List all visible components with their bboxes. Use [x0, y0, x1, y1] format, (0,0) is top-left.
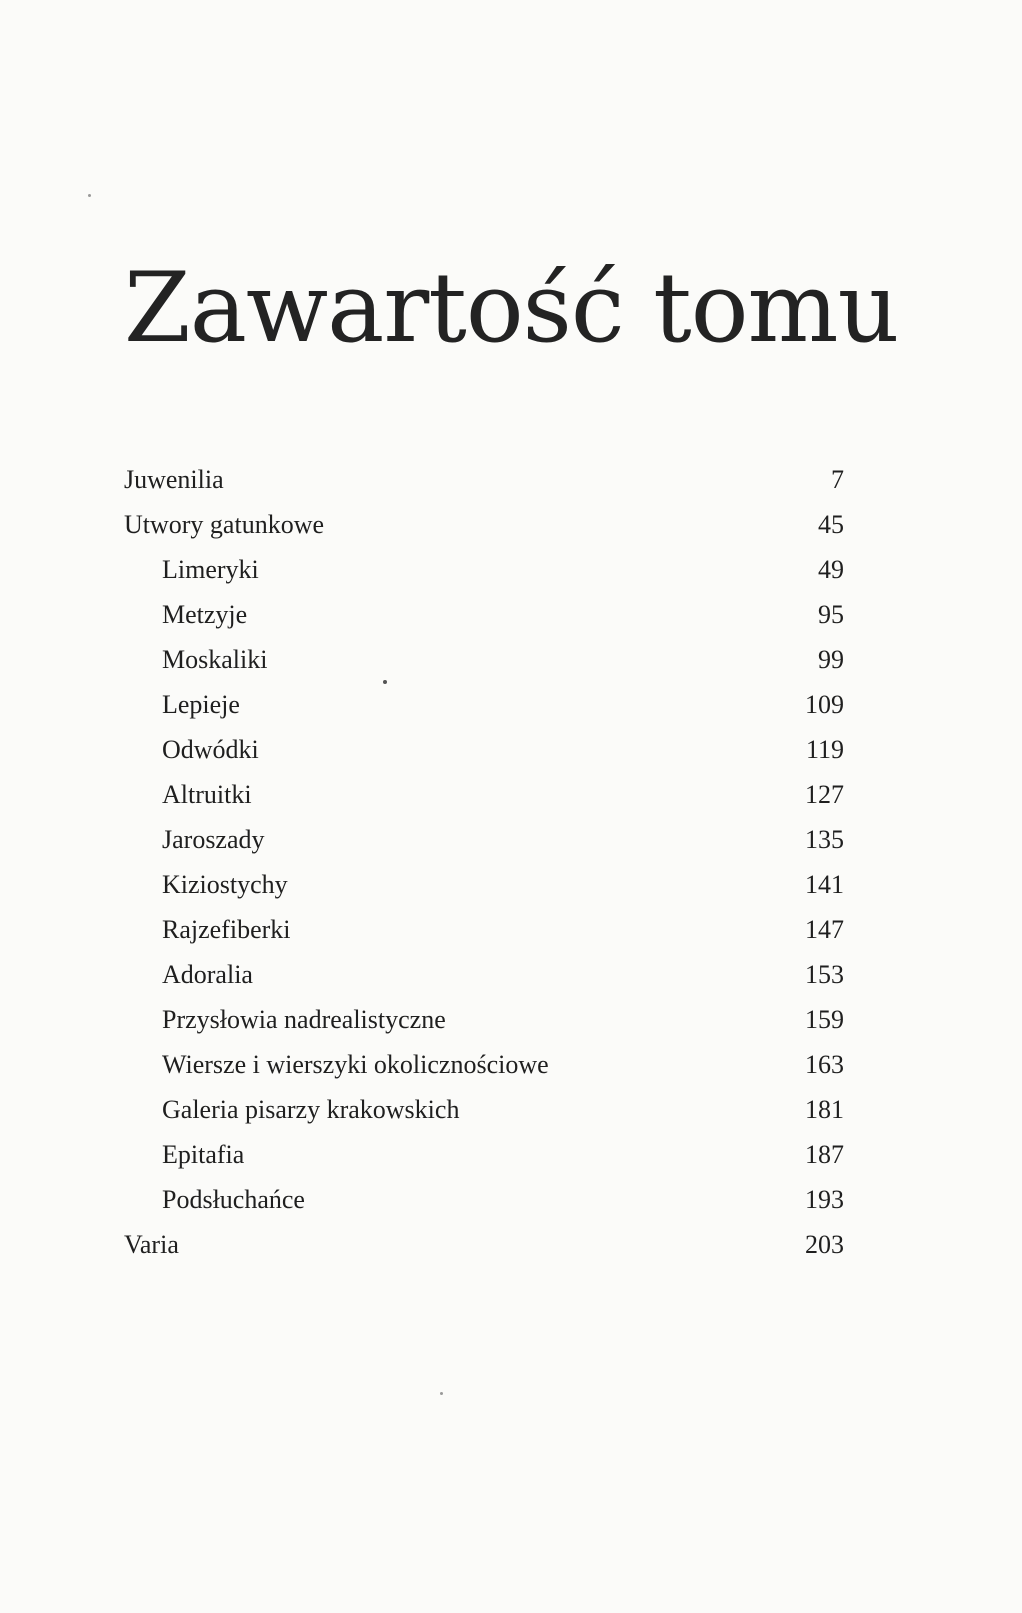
- toc-entry: [124, 1222, 844, 1267]
- toc-entry-page: 187: [805, 1140, 844, 1169]
- toc-entry-label: Jaroszady: [162, 825, 265, 854]
- scan-speck: [383, 680, 387, 684]
- toc-entry-label: Lepieje: [162, 690, 240, 719]
- toc-entry: [124, 772, 844, 817]
- toc-entry-page: 127: [805, 780, 844, 809]
- toc-entry-page: 119: [805, 735, 844, 764]
- toc-entry-page: 147: [805, 915, 844, 944]
- toc-entry: [124, 907, 844, 952]
- toc-entry-page: 153: [805, 960, 844, 989]
- toc-entry-label: Varia: [124, 1230, 179, 1259]
- toc-entry-page: 45: [818, 510, 844, 539]
- toc-entry-label: Odwódki: [162, 735, 259, 764]
- toc-entry: [124, 637, 844, 682]
- page-title: Zawartość tomu: [124, 252, 899, 364]
- toc-entry-label: Utwory gatunkowe: [124, 510, 325, 539]
- toc-entry-page: 99: [818, 645, 844, 674]
- toc-entry-label: Moskaliki: [162, 645, 268, 674]
- toc-entry: [124, 727, 844, 772]
- toc-entry-label: Altruitki: [162, 780, 252, 809]
- toc-entry: [124, 1132, 844, 1177]
- toc-entry-page: 159: [805, 1005, 844, 1034]
- toc-entry-page: 109: [805, 690, 844, 719]
- toc-entry: [124, 457, 844, 502]
- toc-entry-page: 203: [805, 1230, 844, 1259]
- toc-entry: [124, 547, 844, 592]
- toc-entry: [124, 502, 844, 547]
- toc-entry-label: Metzyje: [162, 600, 248, 629]
- toc-entry-label: Epitafia: [162, 1140, 245, 1169]
- toc-entry: [124, 1177, 844, 1222]
- toc-entry-label: Kiziostychy: [162, 870, 288, 899]
- toc-entry-page: 193: [805, 1185, 844, 1214]
- toc-entry: [124, 1087, 844, 1132]
- toc-entry-page: 141: [805, 870, 844, 899]
- toc-entry-page: 95: [818, 600, 844, 629]
- toc-entry: [124, 592, 844, 637]
- toc-entry-label: Podsłuchańce: [162, 1185, 305, 1214]
- toc-entry: [124, 952, 844, 997]
- toc-entry-page: 163: [805, 1050, 844, 1079]
- toc-entry-page: 135: [805, 825, 844, 854]
- toc-entry: [124, 817, 844, 862]
- table-of-contents: [124, 457, 844, 1267]
- toc-entry: [124, 862, 844, 907]
- toc-entry: [124, 1042, 844, 1087]
- toc-entry-page: 7: [831, 465, 844, 494]
- toc-entry-label: Adoralia: [162, 960, 253, 989]
- toc-entry-label: Rajzefiberki: [162, 915, 291, 944]
- toc-entry: [124, 997, 844, 1042]
- toc-entry-label: Wiersze i wierszyki okolicznościowe: [162, 1050, 549, 1079]
- toc-entry-page: 181: [805, 1095, 844, 1124]
- toc-entry-label: Galeria pisarzy krakowskich: [162, 1095, 460, 1124]
- scan-speck: [88, 194, 91, 197]
- scan-speck: [440, 1392, 443, 1395]
- toc-entry: [124, 682, 844, 727]
- toc-entry-label: Przysłowia nadrealistyczne: [162, 1005, 446, 1034]
- toc-entry-page: 49: [818, 555, 844, 584]
- toc-entry-label: Juwenilia: [124, 465, 224, 494]
- toc-entry-label: Limeryki: [162, 555, 259, 584]
